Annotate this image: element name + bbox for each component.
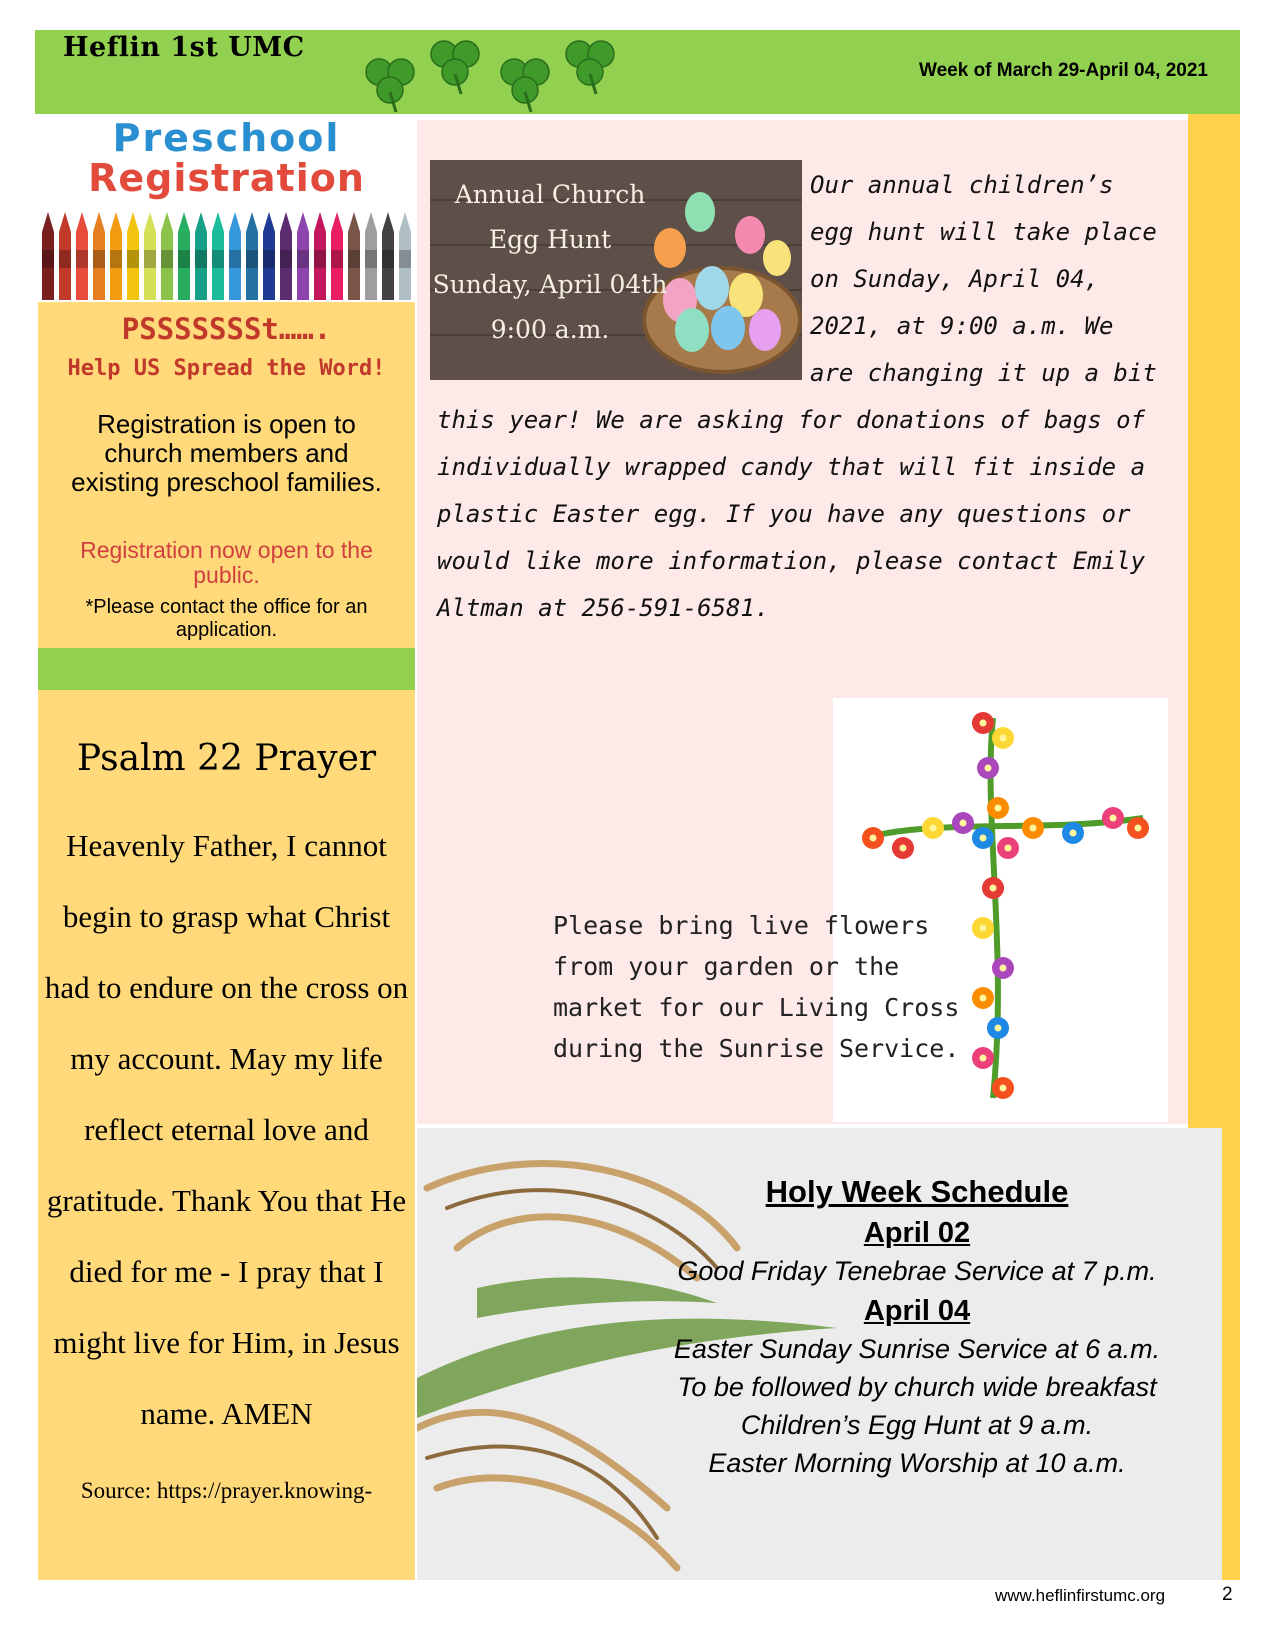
preschool-registration-graphic	[38, 114, 415, 302]
prayer-title: Psalm 22 Prayer	[76, 738, 377, 779]
header-banner	[35, 30, 1240, 114]
schedule-item: Children’s Egg Hunt at 9 a.m.	[740, 1410, 1094, 1440]
flower-center	[1000, 965, 1007, 972]
caption-line: Sunday, April 04th	[432, 270, 668, 299]
schedule-date: April 02	[863, 1217, 971, 1249]
crayon-band	[297, 250, 309, 268]
prayer-text: Heavenly Father, I cannot begin to grasp what Christ had to endure on the cross on my account. May my life reflect eternal love and gratitude. Thank You that He died for me - I pray that I might live for Him, in Jesus name. AMEN	[44, 828, 409, 1431]
crayon-band	[59, 250, 71, 268]
crayon-band	[195, 250, 207, 268]
flower-center	[980, 995, 987, 1002]
crayon-band	[348, 250, 360, 268]
crayon-band	[399, 250, 411, 268]
flower-center	[870, 835, 877, 842]
flower-center	[960, 820, 967, 827]
flower-center	[980, 835, 987, 842]
crayon-band	[331, 250, 343, 268]
living-cross-note: Please bring live flowers from your garden or the market for our Living Cross during the Sunrise Service.	[553, 911, 960, 1063]
crayon-band	[127, 250, 139, 268]
prayer-source: Source: https://prayer.knowing-	[80, 1478, 373, 1503]
green-divider-band	[38, 648, 415, 690]
flower-center	[1005, 845, 1012, 852]
flower-center	[1070, 830, 1077, 837]
crayons-icon	[38, 210, 415, 302]
prayer-box	[38, 690, 415, 1580]
egg-hunt-paragraph: Our annual children’s egg hunt will take place on Sunday, April 04, 2021, at 9:00 a.m. We are changing it up a bit this year! We are asking for donations of bags of individually wrapped candy that will fit inside a plastic Easter egg. If you have any questions or would like more information, please contact Emily Altman at 256-591-6581.	[437, 171, 1157, 622]
registration-open-text: Registration is open to church members and existing preschool families.	[71, 409, 382, 497]
flower-center	[980, 720, 987, 727]
church-name: Heflin 1st UMC	[63, 32, 305, 63]
flower-center	[1000, 1085, 1007, 1092]
holy-week-panel	[417, 1128, 1222, 1580]
holy-week-schedule	[597, 1172, 1222, 1482]
crayon-band	[144, 250, 156, 268]
flower-center	[990, 885, 997, 892]
crayon-band	[42, 250, 54, 268]
page-number: 2	[1222, 1584, 1233, 1605]
schedule-item: To be followed by church wide breakfast	[677, 1372, 1157, 1402]
caption-line: Annual Church	[454, 180, 646, 209]
schedule-item: Easter Morning Worship at 10 a.m.	[708, 1448, 1126, 1478]
flower-center	[980, 925, 987, 932]
flower-center	[980, 1055, 987, 1062]
crayon-band	[382, 250, 394, 268]
registration-public-text: Registration now open to the public.	[80, 537, 373, 588]
crayon-band	[178, 250, 190, 268]
crayon-band	[110, 250, 122, 268]
crayon-band	[212, 250, 224, 268]
footer-website-link[interactable]: www.heflinfirstumc.org	[995, 1586, 1166, 1605]
schedule-item: Good Friday Tenebrae Service at 7 p.m.	[677, 1256, 1157, 1286]
egg-hunt-text-block	[437, 162, 1157, 632]
preschool-title: Preschool	[112, 116, 341, 160]
flower-center	[900, 845, 907, 852]
holy-week-title: Holy Week Schedule	[765, 1174, 1069, 1209]
spread-the-word-heading: Help US Spread the Word!	[67, 356, 386, 381]
crayon-band	[314, 250, 326, 268]
caption-line: Egg Hunt	[488, 225, 612, 254]
registration-contact-note: *Please contact the office for an application.	[85, 596, 368, 641]
crayon-band	[365, 250, 377, 268]
crayon-band	[76, 250, 88, 268]
flower-center	[985, 765, 992, 772]
crayon-band	[93, 250, 105, 268]
flower-center	[930, 825, 937, 832]
week-of-date: Week of March 29-April 04, 2021	[919, 60, 1208, 81]
shamrock-icon	[335, 30, 635, 114]
image-wrap-spacer	[437, 162, 810, 172]
caption-line: 9:00 a.m.	[490, 315, 610, 344]
crayon-band	[161, 250, 173, 268]
crayon-band	[263, 250, 275, 268]
flower-center	[995, 805, 1002, 812]
flower-center	[1135, 825, 1142, 832]
crayon-band	[280, 250, 292, 268]
registration-title: Registration	[88, 156, 365, 200]
flower-center	[1030, 825, 1037, 832]
flower-center	[1000, 735, 1007, 742]
crayon-band	[246, 250, 258, 268]
schedule-date: April 04	[863, 1295, 971, 1327]
pssst-heading: PSSSSSSSt…….	[121, 312, 332, 346]
schedule-item: Easter Sunday Sunrise Service at 6 a.m.	[673, 1334, 1161, 1364]
flower-center	[1110, 815, 1117, 822]
crayon-band	[229, 250, 241, 268]
flower-center	[995, 1025, 1002, 1032]
